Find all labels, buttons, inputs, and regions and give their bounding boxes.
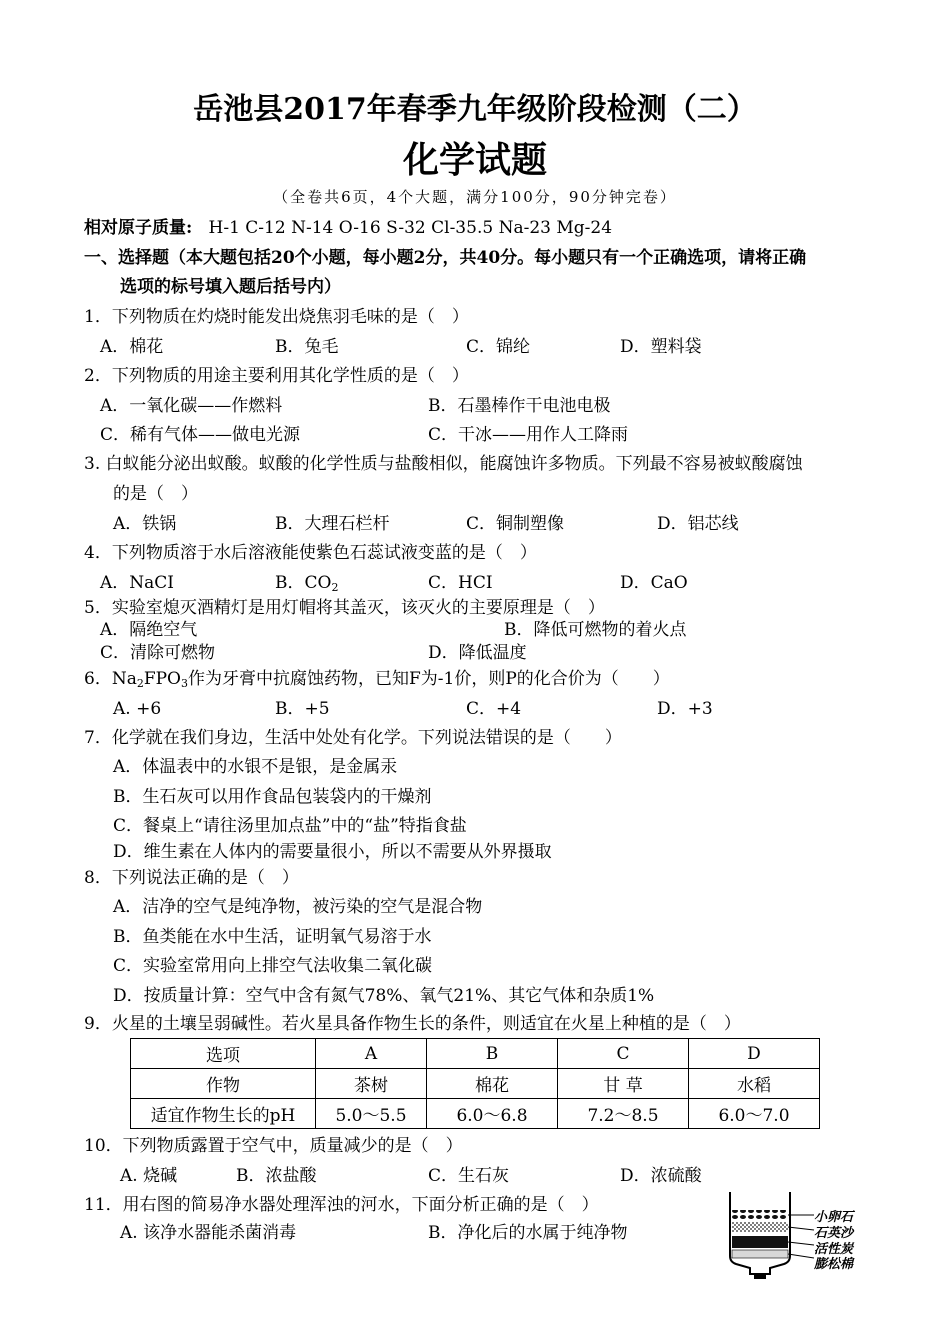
q6-stem-p2: FPO	[143, 669, 181, 689]
q1-option-b: B．兔毛	[275, 337, 339, 357]
q4-option-b-sub: 2	[331, 581, 339, 594]
q4-option-a: A．NaCI	[100, 573, 175, 593]
q3-option-b: B．大理石栏杆	[275, 514, 390, 534]
table-cell: 甘 草	[558, 1069, 689, 1099]
q10-option-c: C．生石灰	[428, 1166, 510, 1186]
table-cell: 6.0～7.0	[689, 1099, 820, 1129]
label-cotton: 膨松棉	[814, 1257, 854, 1272]
table-cell: 棉花	[427, 1069, 558, 1099]
q6-option-d: D．+3	[657, 699, 713, 719]
q6-option-c: C．+4	[466, 699, 522, 719]
table-cell: 水稻	[689, 1069, 820, 1099]
q6-option-a: A. +6	[113, 699, 162, 719]
q11-option-b: B．净化后的水属于纯净物	[428, 1223, 628, 1243]
table-row	[131, 1099, 820, 1129]
q3-option-a: A．铁锅	[113, 514, 177, 534]
q1-stem: 1．下列物质在灼烧时能发出烧焦羽毛味的是（ ）	[84, 307, 469, 327]
table-cell: 作物	[131, 1069, 316, 1099]
q4-option-b	[275, 571, 338, 595]
q3-option-c: C．铜制塑像	[466, 514, 565, 534]
q6-option-b: B．+5	[275, 699, 330, 719]
q7-option-a: A．体温表中的水银不是银，是金属汞	[113, 757, 398, 777]
label-carbon: 活性炭	[814, 1242, 854, 1257]
q5-option-d: D．降低温度	[428, 643, 527, 663]
table-row	[131, 1039, 820, 1069]
exam-note: （全卷共6页，4个大题，满分100分，90分钟完卷）	[273, 188, 677, 206]
q6-stem-p1: 6．Na	[84, 669, 137, 689]
q4-option-d: D．CaO	[620, 573, 688, 593]
q5-stem: 5．实验室熄灭酒精灯是用灯帽将其盖灭，该灭火的主要原理是（ ）	[84, 598, 605, 618]
table-cell: 5.0～5.5	[316, 1099, 427, 1129]
pebble-layer	[732, 1210, 788, 1220]
table-cell: B	[427, 1039, 558, 1069]
q8-option-a: A．洁净的空气是纯净物，被污染的空气是混合物	[113, 897, 483, 917]
sand-layer	[732, 1222, 788, 1232]
q11-stem: 11．用右图的简易净水器处理浑浊的河水，下面分析正确的是（ ）	[84, 1195, 599, 1215]
q2-option-b: B．石墨棒作干电池电极	[428, 396, 611, 416]
table-row	[131, 1069, 820, 1099]
table-cell: A	[316, 1039, 427, 1069]
table-cell: 茶树	[316, 1069, 427, 1099]
q5-option-b: B．降低可燃物的着火点	[504, 620, 687, 640]
q10-option-b: B．浓盐酸	[236, 1166, 317, 1186]
q6-stem-s2: 3	[181, 677, 188, 690]
table-cell: D	[689, 1039, 820, 1069]
q6-stem	[84, 667, 670, 691]
cotton-layer	[732, 1250, 788, 1258]
q2-option-c: C．稀有气体——做电光源	[100, 425, 301, 445]
label-sand: 石英沙	[814, 1226, 854, 1241]
q8-option-c: C．实验室常用向上排空气法收集二氧化碳	[113, 956, 433, 976]
table-cell: 6.0～6.8	[427, 1099, 558, 1129]
q1-option-c: C．锦纶	[466, 337, 531, 357]
table-cell: 适宜作物生长的pH	[131, 1099, 316, 1129]
atomic-mass-label: 相对原子质量:	[84, 218, 193, 238]
q9-stem: 9．火星的土壤呈弱碱性。若火星具备作物生长的条件，则适宜在火星上种植的是（ ）	[84, 1014, 741, 1034]
carbon-layer	[732, 1236, 788, 1248]
q3-stem-cont: 的是（ ）	[113, 484, 198, 504]
q5-option-c: C．清除可燃物	[100, 643, 216, 663]
q1-option-a: A．棉花	[100, 337, 164, 357]
exam-title: 岳池县2017年春季九年级阶段检测（二）	[193, 92, 757, 127]
q3-option-d: D．铝芯线	[657, 514, 739, 534]
section1-heading: 一、选择题（本大题包括20个小题，每小题2分，共40分。每小题只有一个正确选项，请将正确	[84, 248, 807, 268]
q8-option-b: B．鱼类能在水中生活，证明氧气易溶于水	[113, 927, 432, 947]
section1-heading-cont: 选项的标号填入题后括号内）	[120, 277, 341, 297]
q7-option-b: B．生石灰可以用作食品包装袋内的干燥剂	[113, 787, 432, 807]
atomic-mass-values: H-1 C-12 N-14 O-16 S-32 Cl-35.5 Na-23 Mg-24	[208, 218, 613, 238]
table-cell: 7.2～8.5	[558, 1099, 689, 1129]
q6-stem-p3: 作为牙膏中抗腐蚀药物，已知F为-1价，则P的化合价为（ ）	[188, 669, 670, 689]
table-cell: 选项	[131, 1039, 316, 1069]
label-pebble: 小卵石	[814, 1210, 854, 1225]
q8-stem: 8．下列说法正确的是（ ）	[84, 868, 299, 888]
q9-table	[130, 1038, 820, 1129]
q7-option-d: D．维生素在人体内的需要量很小，所以不需要从外界摄取	[113, 842, 552, 862]
q2-option-a: A．一氧化碳——作燃料	[100, 396, 283, 416]
q6-stem-s1: 2	[136, 677, 144, 690]
q8-option-d: D．按质量计算：空气中含有氮气78%、氧气21%、其它气体和杂质1%	[113, 986, 655, 1006]
q2-option-d: C．干冰——用作人工降雨	[428, 425, 629, 445]
q5-option-a: A．隔绝空气	[100, 620, 198, 640]
q7-stem: 7．化学就在我们身边，生活中处处有化学。下列说法错误的是（ ）	[84, 728, 622, 748]
q10-option-d: D．浓硫酸	[620, 1166, 702, 1186]
q4-option-b-text: B．CO	[275, 573, 332, 593]
q10-stem: 10．下列物质露置于空气中，质量减少的是（ ）	[84, 1136, 463, 1156]
q2-stem: 2．下列物质的用途主要利用其化学性质的是（ ）	[84, 366, 469, 386]
q4-stem: 4．下列物质溶于水后溶液能使紫色石蕊试液变蓝的是（ ）	[84, 543, 537, 563]
q3-stem: 3. 白蚁能分泌出蚁酸。蚁酸的化学性质与盐酸相似，能腐蚀许多物质。下列最不容易被蚁酸腐蚀	[84, 454, 803, 474]
subject-title: 化学试题	[402, 139, 547, 181]
q1-option-d: D．塑料袋	[620, 337, 702, 357]
q4-option-c: C．HCI	[428, 573, 493, 593]
q11-option-a: A. 该净水器能杀菌消毒	[120, 1223, 297, 1243]
q7-option-c: C．餐桌上“请往汤里加点盐”中的“盐”特指食盐	[113, 816, 467, 836]
q10-option-a: A. 烧碱	[120, 1166, 178, 1186]
atomic-mass-line	[84, 216, 612, 240]
table-cell: C	[558, 1039, 689, 1069]
